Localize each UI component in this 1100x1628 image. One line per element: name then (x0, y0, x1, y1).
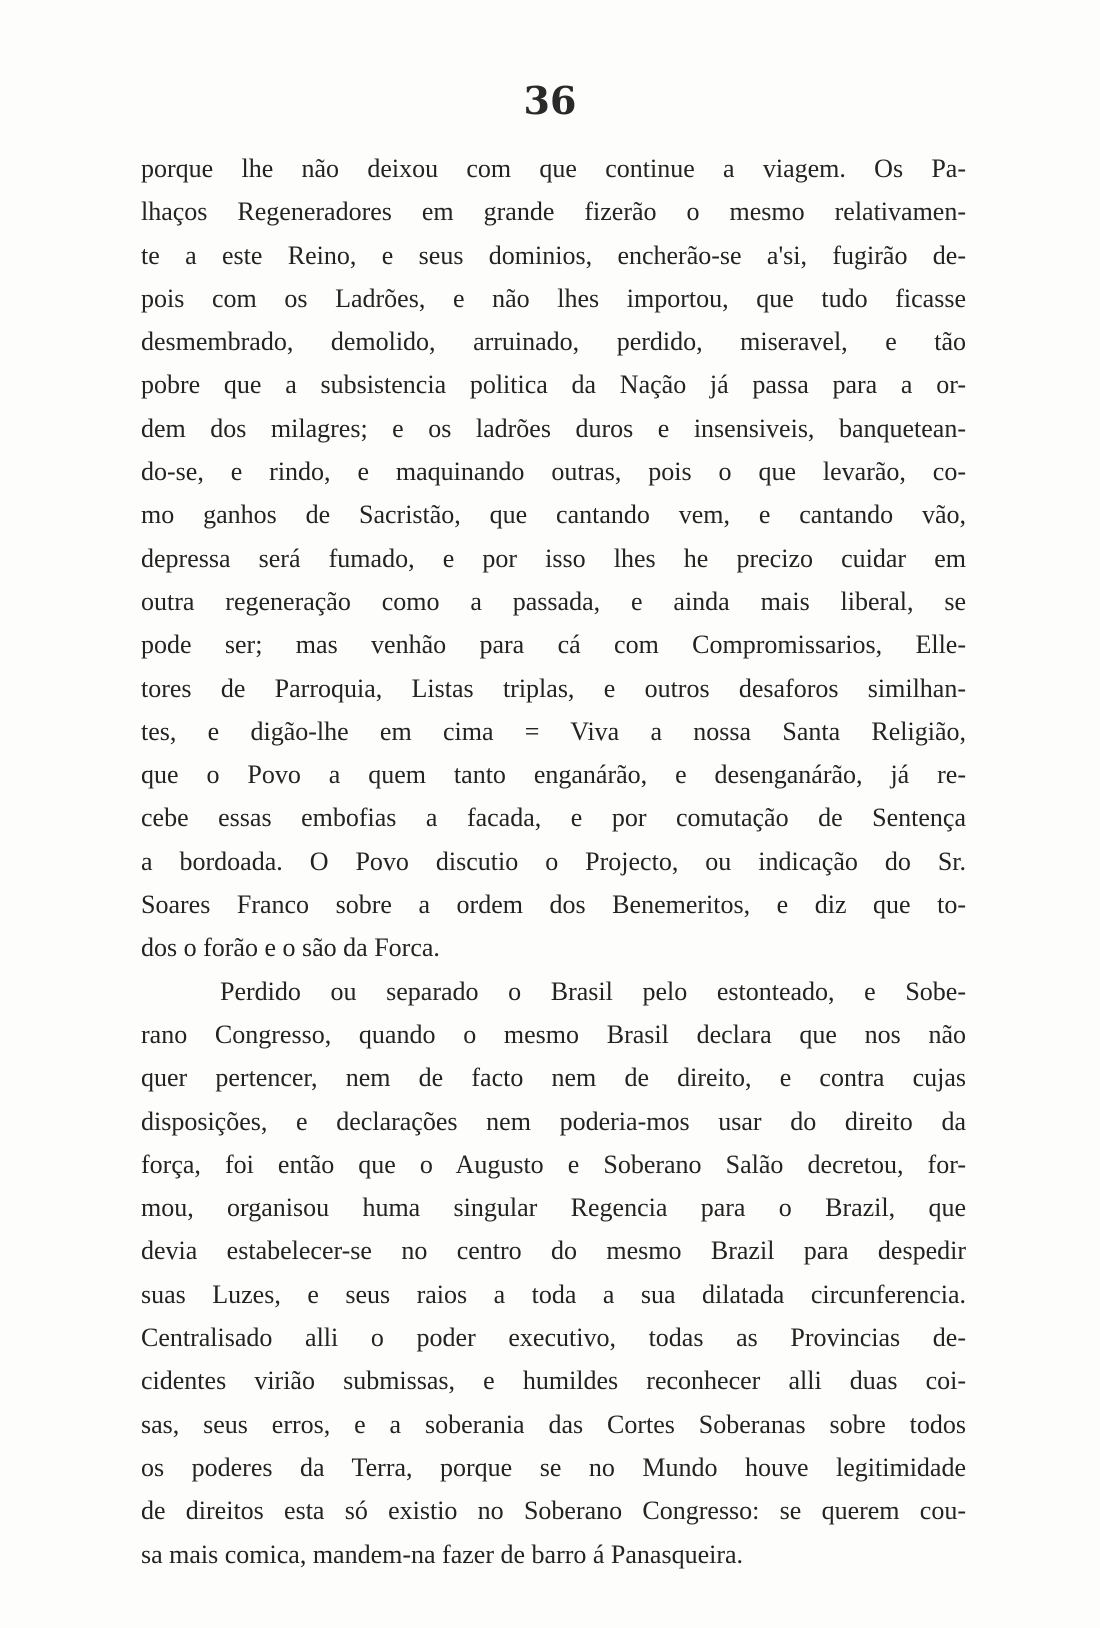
text-line: do-se, e rindo, e maquinando outras, pois o que levarão, co- (141, 457, 966, 487)
text-line: força, foi então que o Augusto e Soberano Salão decretou, for- (141, 1149, 966, 1179)
text-line: sas, seus erros, e a soberania das Cortes Soberanas sobre todos (141, 1409, 966, 1439)
text-line: a bordoada. O Povo discutio o Projecto, ou indicação do Sr. (141, 846, 966, 876)
text-line: Perdido ou separado o Brasil pelo estonteado, e Sobe- (220, 976, 966, 1006)
text-line: tores de Parroquia, Listas triplas, e outros desaforos similhan- (141, 673, 966, 703)
text-line: cebe essas embofias a facada, e por comutação de Sentença (141, 803, 966, 833)
text-line: sa mais comica, mandem-na fazer de barro á Panasqueira. (141, 1539, 744, 1569)
text-line: Soares Franco sobre a ordem dos Benemeritos, e diz que to- (141, 890, 966, 920)
text-line: mo ganhos de Sacristão, que cantando vem, e cantando vão, (141, 500, 966, 530)
text-line: os poderes da Terra, porque se no Mundo houve legitimidade (141, 1452, 966, 1482)
page-number: 36 (523, 78, 577, 123)
text-line: pobre que a subsistencia politica da Nação já passa para a or- (141, 370, 966, 400)
text-line: mou, organisou huma singular Regencia para o Brazil, que (141, 1193, 966, 1223)
text-line: outra regeneração como a passada, e ainda mais liberal, se (141, 586, 966, 616)
text-line: desmembrado, demolido, arruinado, perdido, miseravel, e tão (141, 327, 966, 357)
text-line: depressa será fumado, e por isso lhes he precizo cuidar em (141, 543, 966, 573)
text-line: te a este Reino, e seus dominios, encherão-se a'si, fugirão de- (141, 240, 966, 270)
body-text (141, 147, 966, 1576)
text-line: porque lhe não deixou com que continue a viagem. Os Pa- (141, 154, 966, 183)
paragraph-1 (141, 147, 966, 970)
text-line: disposições, e declarações nem poderia-mos usar do direito da (141, 1106, 966, 1136)
text-line: que o Povo a quem tanto enganárão, e desenganárão, já re- (141, 760, 966, 790)
text-line: rano Congresso, quando o mesmo Brasil declara que nos não (141, 1019, 966, 1049)
text-line: pois com os Ladrões, e não lhes importou, que tudo ficasse (141, 283, 966, 313)
text-line: devia estabelecer-se no centro do mesmo Brazil para despedir (141, 1236, 966, 1266)
text-line: tes, e digão-lhe em cima = Viva a nossa Santa Religião, (141, 716, 966, 746)
text-line: de direitos esta só existio no Soberano Congresso: se querem cou- (141, 1496, 966, 1526)
text-line: dos o forão e o são da Forca. (141, 933, 440, 963)
text-line: lhaços Regeneradores em grande fizerão o mesmo relativamen- (141, 197, 966, 227)
text-line: dem dos milagres; e os ladrões duros e insensiveis, banquetean- (141, 413, 966, 443)
text-line: pode ser; mas venhão para cá com Compromissarios, Elle- (141, 630, 966, 660)
text-line: suas Luzes, e seus raios a toda a sua dilatada circunferencia. (141, 1279, 966, 1309)
text-line: cidentes virião submissas, e humildes reconhecer alli duas coi- (141, 1366, 966, 1396)
paragraph-2 (141, 970, 966, 1576)
text-line: Centralisado alli o poder executivo, todas as Provincias de- (141, 1323, 966, 1353)
text-line: quer pertencer, nem de facto nem de direito, e contra cujas (141, 1063, 966, 1093)
